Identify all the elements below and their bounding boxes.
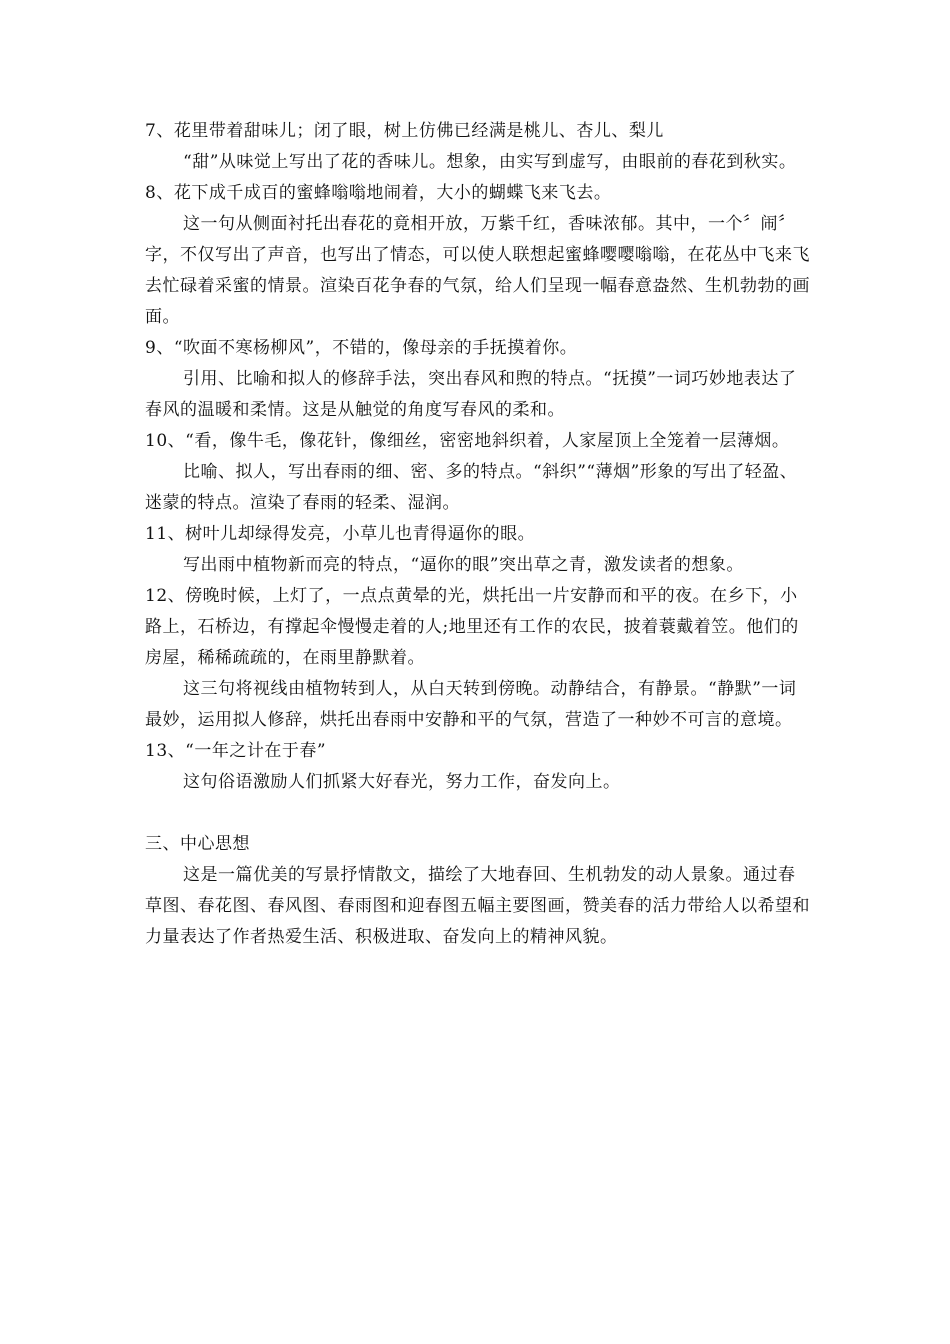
- item-10-title: 10、“看，像牛毛，像花针，像细丝，密密地斜织着，人家屋顶上全笼着一层薄烟。: [145, 431, 790, 451]
- section-body: 这是一篇优美的写景抒情散文，描绘了大地春回、生机勃发的动人景象。通过春草图、春花图、春风图、春雨图和迎春图五幅主要图画，赞美春的活力带给人以希望和力量表达了作者热爱生活、积极进取、奋发向上的精神风貌。: [145, 865, 810, 947]
- item-7-explanation: “甜”从味觉上写出了花的香味儿。想象，由实写到虚写，由眼前的春花到秋实。: [183, 152, 797, 172]
- item-8-explanation: 这一句从侧面衬托出春花的竟相开放，万紫千红，香味浓郁。其中，一个〞闹〞字，不仅写出了声音，也写出了情态，可以使人联想起蜜蜂嘤嘤嗡嗡，在花丛中飞来飞去忙碌着采蜜的情景。渲染百花争春的气氛，给人们呈现一幅春意盎然、生机勃勃的画面。: [145, 214, 810, 327]
- item-10-explanation: 比喻、拟人，写出春雨的细、密、多的特点。“斜织”“薄烟”形象的写出了轻盈、迷蒙的特点。渲染了春雨的轻柔、湿润。: [145, 462, 798, 513]
- section-heading: 三、中心思想: [145, 834, 250, 854]
- item-12-explanation: 这三句将视线由植物转到人，从白天转到傍晚。动静结合，有静景。“静默”一词最妙，运用拟人修辞，烘托出春雨中安静和平的气氛，营造了一种妙不可言的意境。: [145, 679, 797, 730]
- item-11-title: 11、树叶儿却绿得发亮，小草儿也青得逼你的眼。: [145, 524, 536, 544]
- item-13-explanation: 这句俗语激励人们抓紧大好春光，努力工作，奋发向上。: [183, 772, 621, 792]
- item-13-title: 13、“一年之计在于春”: [145, 741, 327, 761]
- item-11-explanation: 写出雨中植物新而亮的特点，“逼你的眼”突出草之青，激发读者的想象。: [183, 555, 744, 575]
- item-9-explanation: 引用、比喻和拟人的修辞手法，突出春风和煦的特点。“抚摸”一词巧妙地表达了春风的温暖和柔情。这是从触觉的角度写春风的柔和。: [145, 369, 797, 420]
- item-8-title: 8、花下成千成百的蜜蜂嗡嗡地闹着，大小的蝴蝶飞来飞去。: [145, 183, 612, 203]
- item-9-title: 9、“吹面不寒杨柳风”，不错的，像母亲的手抚摸着你。: [145, 338, 578, 358]
- item-7-title: 7、花里带着甜味儿；闭了眼，树上仿佛已经满是桃儿、杏儿、梨儿: [145, 121, 664, 141]
- item-12-title: 12、傍晚时候，上灯了，一点点黄晕的光，烘托出一片安静而和平的夜。在乡下，小路上，石桥边，有撑起伞慢慢走着的人;地里还有工作的农民，披着蓑戴着笠。他们的房屋，稀稀疏疏的，在雨里静默着。: [145, 586, 799, 668]
- document-content: [145, 116, 810, 953]
